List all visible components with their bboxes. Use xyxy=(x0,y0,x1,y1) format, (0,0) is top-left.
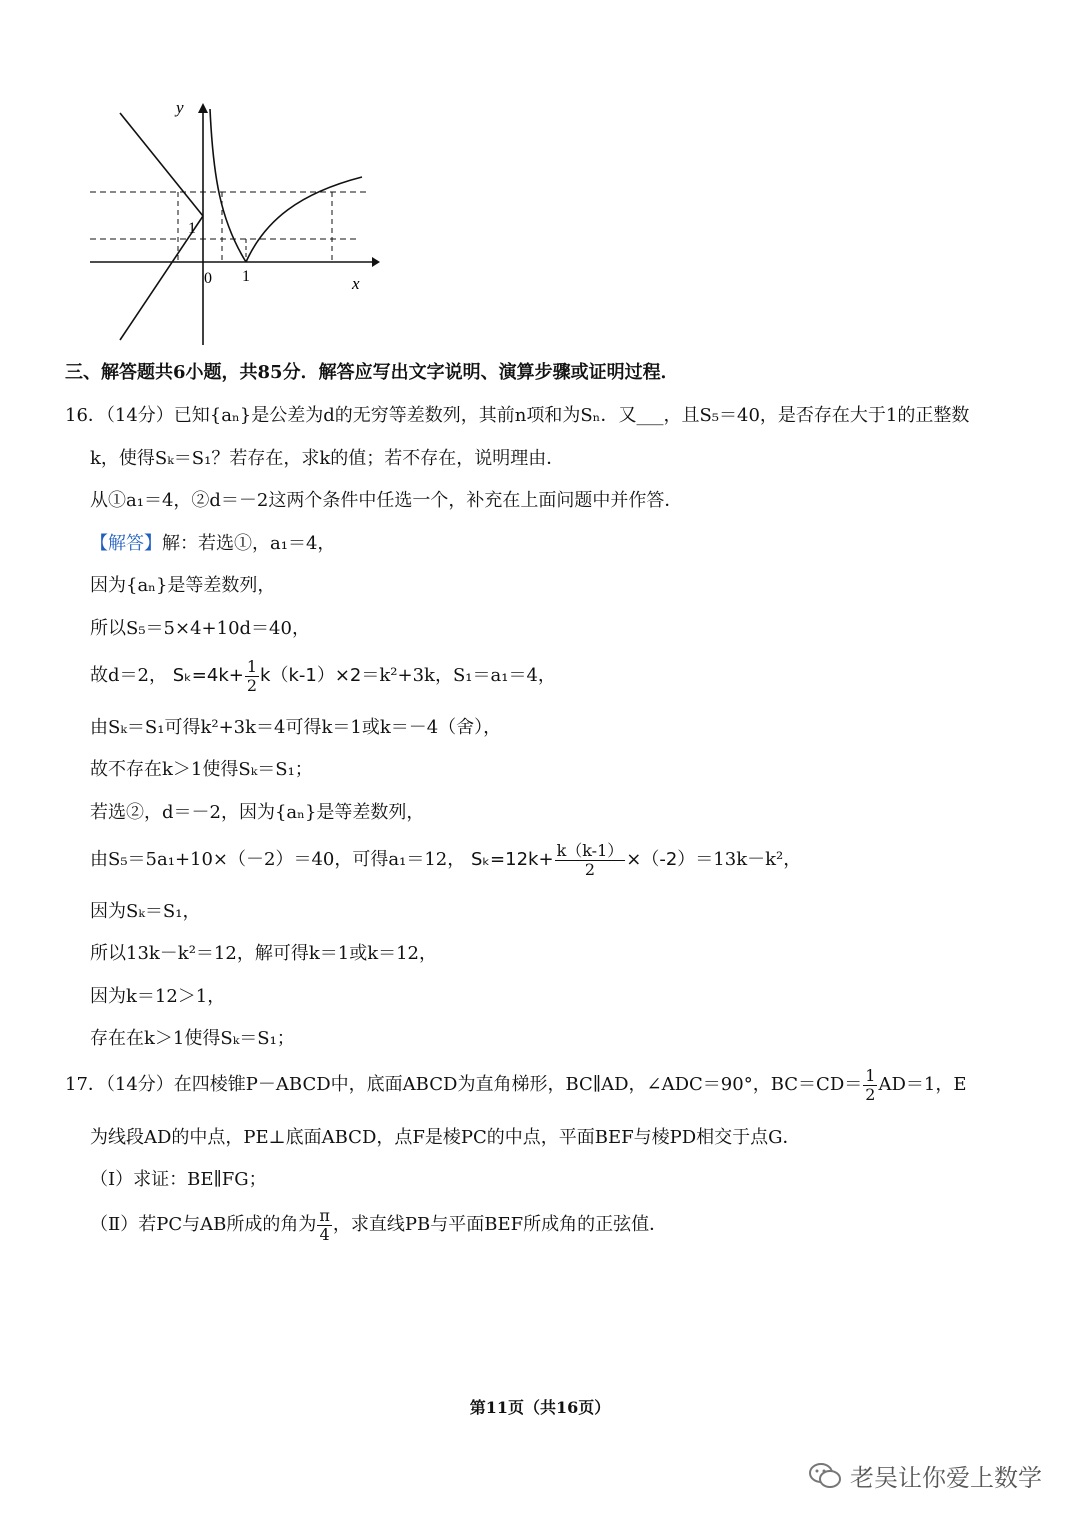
q16-answer-start xyxy=(90,532,335,556)
q16-step10: 因为k＝12＞1， xyxy=(90,986,226,1007)
q16-step1: 因为{aₙ}是等差数列， xyxy=(90,575,276,596)
step3-pre: 故d＝2， xyxy=(90,665,167,686)
step3-post: ＝k²+3k，S₁＝a₁＝4， xyxy=(361,665,556,686)
q17-part2-pre: （Ⅱ）若PC与AB所成的角为 xyxy=(90,1214,317,1235)
q16-step4: 由Sₖ＝S₁可得k²+3k＝4可得k＝1或k＝－4（舍）， xyxy=(90,717,502,738)
q17-line1-pre: 17．（14分）在四棱锥P－ABCD中，底面ABCD为直角梯形，BC∥AD，∠ADC＝90°，BC＝CD＝ xyxy=(65,1074,863,1095)
answer-tag: 【解答】 xyxy=(90,533,162,554)
curve-left-descending xyxy=(120,113,203,216)
q17-line1 xyxy=(65,1065,966,1105)
q16-step2: 所以S₅＝5×4+10d＝40， xyxy=(90,618,310,639)
step3-formula-post: k（k-1）×2 xyxy=(260,665,362,686)
x-one-label: 1 xyxy=(242,268,250,285)
watermark-text: 老吴让你爱上数学 xyxy=(850,1464,1042,1492)
wechat-icon xyxy=(808,1461,842,1491)
x-axis-arrow xyxy=(372,257,380,267)
q17-part2-fraction xyxy=(317,1207,332,1244)
q16-step8: 因为Sₖ＝S₁， xyxy=(90,901,201,922)
step3-frac-den: 2 xyxy=(246,675,258,695)
q16-step6: 若选②，d＝－2，因为{aₙ}是等差数列， xyxy=(90,802,425,823)
q16-step5: 故不存在k＞1使得Sₖ＝S₁； xyxy=(90,759,313,780)
q16-line3: 从①a₁＝4，②d＝－2这两个条件中任选一个，补充在上面问题中并作答． xyxy=(90,490,683,511)
step7-frac-num: k（k-1） xyxy=(556,840,624,860)
q16-step3 xyxy=(90,656,556,696)
step3-frac-num: 1 xyxy=(246,656,258,676)
step7-post: ＝13k－k²， xyxy=(695,849,802,870)
q17-part1: （Ⅰ）求证：BE∥FG； xyxy=(90,1169,267,1190)
y-axis-arrow xyxy=(198,103,208,113)
x-axis-label: x xyxy=(352,274,360,293)
watermark xyxy=(808,1458,1042,1493)
q16-step7 xyxy=(90,840,801,880)
q17-fraction xyxy=(863,1067,877,1104)
function-graph xyxy=(80,95,380,350)
step7-fraction xyxy=(555,842,626,879)
y-axis-label: y xyxy=(176,98,184,117)
q17-line1-post: AD＝1，E xyxy=(878,1074,967,1095)
q17-part2-post: ，求直线PB与平面BEF所成角的正弦值． xyxy=(332,1214,668,1235)
q17-part2-frac-den: 4 xyxy=(319,1224,330,1244)
step7-pre: 由S₅＝5a₁+10×（－2）＝40，可得a₁＝12， xyxy=(90,849,466,870)
q16-step11: 存在在k＞1使得Sₖ＝S₁； xyxy=(90,1028,295,1049)
step7-frac-den: 2 xyxy=(584,859,595,879)
q17-frac-num: 1 xyxy=(865,1065,876,1085)
q16-line2: k，使得Sₖ＝S₁？若存在，求k的值；若不存在，说明理由． xyxy=(90,448,565,469)
origin-label: 0 xyxy=(204,270,212,287)
q17-part2-frac-num: π xyxy=(319,1205,330,1225)
q17-part2 xyxy=(90,1205,667,1245)
curve-right-increasing xyxy=(246,177,362,262)
q17-line2: 为线段AD的中点，PE⊥底面ABCD，点F是棱PC的中点，平面BEF与棱PD相交于点G． xyxy=(90,1127,801,1148)
section-header: 三、解答题共6小题，共85分．解答应写出文字说明、演算步骤或证明过程． xyxy=(65,362,679,383)
step3-formula-pre: Sₖ=4k+ xyxy=(172,665,244,686)
q16-step9: 所以13k－k²＝12，解可得k＝1或k＝12， xyxy=(90,943,438,964)
q17-frac-den: 2 xyxy=(865,1084,876,1104)
y-one-label: 1 xyxy=(188,220,196,237)
page-footer: 第11页（共16页） xyxy=(469,1398,611,1417)
step7-formula-pre: Sₖ=12k+ xyxy=(470,849,554,870)
answer-start-text: 解：若选①，a₁＝4， xyxy=(162,533,336,554)
step7-formula-post: ×（-2） xyxy=(626,849,696,870)
step3-fraction xyxy=(245,658,259,695)
q16-line1: 16．（14分）已知{aₙ}是公差为d的无穷等差数列，其前n项和为Sₙ．又___，且S₅＝40，是否存在大于1的正整数 xyxy=(65,405,970,426)
